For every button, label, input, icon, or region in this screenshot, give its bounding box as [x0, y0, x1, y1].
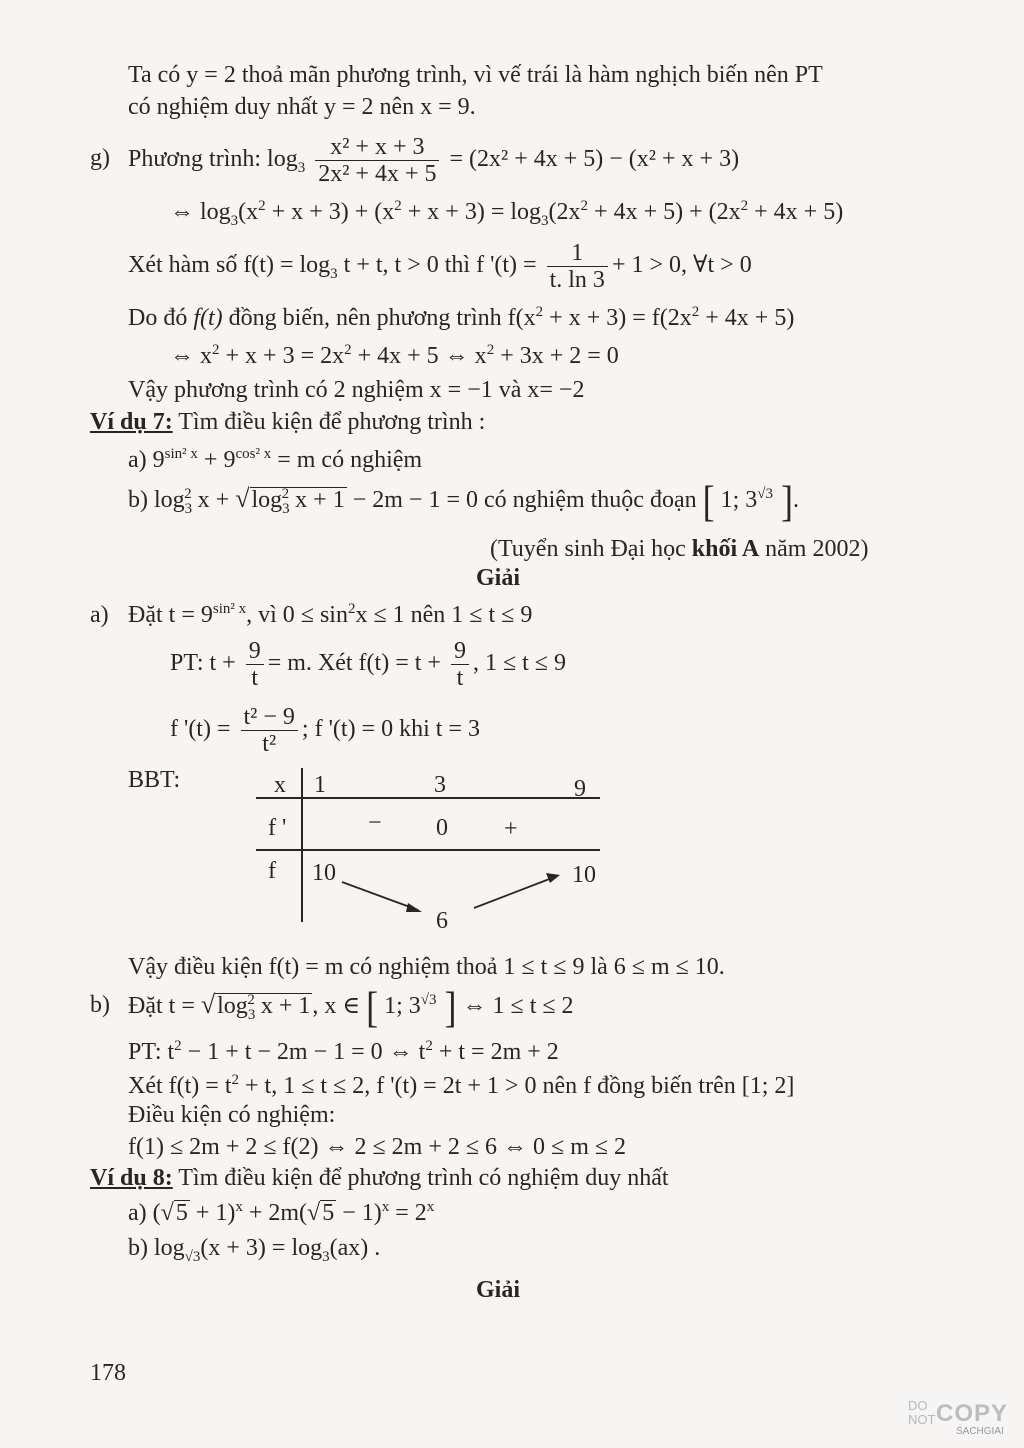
decreasing-arrow: [342, 882, 418, 910]
x-value: 1: [314, 772, 326, 798]
solution-a-line1: Đặt $t = 9^{sin^2 x}$, vì $0 \le \sin^2x \le 1$ nên 1 ≤ t ≤ 9: [128, 601, 533, 628]
do-do-line: Do đó f(t) đồng biến, nên phương trình $f(x^2 + x + 3) = f(2x^2 + 4x + 5)$: [128, 304, 795, 331]
x-value: 9: [574, 776, 586, 802]
example-8-b: b) $\log_{√3}(x + 3) = \log_3(ax)$ .: [128, 1235, 381, 1265]
paragraph-line: có nghiệm duy nhất y = 2 nên x = 9.: [128, 94, 476, 120]
solution-a-line3: f '(t) = $\frac{\text{t² − 9}}{\text{t²}}$ ; f '(t) = 0 khi t = 3: [170, 703, 480, 757]
equation-g: Phương trình: $\log_3$ $\frac{\text{x² + x + 3}}{\text{2x² + 4x + 5}}$ = (2x² + 4x + 5) − (x² + x + 3): [128, 133, 740, 187]
stamp-not: NOT: [908, 1412, 936, 1427]
equation-g-equiv: ⇔ $\log_3(x^2 + x + 3) + (x^2 + x + 3) = \log_3(2x^2 + 4x + 5) + (2x^2 + 4x + 5)$: [170, 198, 844, 229]
conclusion-a: Vậy điều kiện f(t) = m có nghiệm thoả 1 ≤ t ≤ 9 là 6 ≤ m ≤ 10.: [128, 954, 725, 980]
example-7-a: a) $9^{sin^2 x} + 9^{cos^2 x} = m$ có nghiệm: [128, 446, 423, 473]
row-f-label: f: [268, 858, 276, 884]
xet-ham-so-line: Xét hàm số $f(t) = \log_3 t + t$, t > 0 thì f '(t) = $\frac{1}{t. \ln 3}$ + 1 > 0, ∀t > 0: [128, 239, 752, 293]
f-value: 10: [572, 862, 596, 888]
item-label: g): [90, 145, 110, 171]
increasing-arrow: [474, 878, 552, 908]
example-7-b: b) $\log_3^2 x + √\log_3^2$ x + 1 − 2m − 1 = 0 có nghiệm thuộc đoạn [ 1; $3^{√3}$ ].: [128, 477, 800, 526]
increasing-arrow-head: [546, 873, 560, 883]
solution-b-line1: Đặt $t = √\log_3^2$ x + 1, x ∈ [ 1; $3^{√3}$ ] ⇔ 1 ≤ t ≤ 2: [128, 983, 574, 1032]
fprime-sign: −: [368, 810, 382, 836]
source-note: (Tuyển sinh Đại học khối A năm 2002): [490, 536, 869, 562]
f-value: 10: [312, 860, 336, 886]
solution-heading: Giải: [476, 1277, 521, 1303]
fprime-zero: 0: [436, 815, 448, 841]
x-value: 3: [434, 772, 446, 798]
solution-b-line4: Điều kiện có nghiệm:: [128, 1102, 336, 1128]
conclusion-line: Vậy phương trình có 2 nghiệm x = −1 và x= −2: [128, 377, 585, 403]
fprime-sign: +: [504, 816, 518, 842]
item-label: b): [90, 992, 110, 1018]
solution-b-line2: PT: $t^2 - 1 + t - 2m - 1 = 0$ ⇔ $t^2 + t = 2m + 2$: [128, 1038, 559, 1065]
example-7-heading: Ví dụ 7: Tìm điều kiện để phương trình :: [90, 409, 486, 435]
page-number: 178: [90, 1360, 126, 1386]
equation-quadratic: ⇔ $x^2 + x + 3 = 2x^2 + 4x + 5$ ⇔ $x^2 + 3x + 2 = 0$: [170, 342, 619, 369]
solution-b-line5: f(1) ≤ 2m + 2 ≤ f(2) ⇔ 2 ≤ 2m + 2 ≤ 6 ⇔ 0 ≤ m ≤ 2: [128, 1134, 627, 1160]
stamp-brand: SACHGIAI: [956, 1426, 1004, 1437]
f-value: 6: [436, 908, 448, 934]
example-8-heading: Ví dụ 8: Tìm điều kiện để phương trình có nghiệm duy nhất: [90, 1165, 669, 1191]
solution-heading: Giải: [476, 565, 521, 591]
row-x-label: x: [274, 772, 286, 798]
paragraph-line: Ta có y = 2 thoả mãn phương trình, vì vế trái là hàm nghịch biến nên PT: [128, 62, 823, 88]
stamp-copy: COPY: [936, 1400, 1009, 1427]
copy-stamp: [906, 1398, 1008, 1440]
stamp-do: DO: [908, 1398, 928, 1413]
solution-b-line3: Xét $f(t) = t^2 + t$, 1 ≤ t ≤ 2, f '(t) = 2t + 1 > 0 nên f đồng biến trên [1; 2]: [128, 1072, 795, 1099]
decreasing-arrow-head: [406, 903, 422, 912]
bbt-label: BBT:: [128, 767, 181, 793]
variation-table: [250, 760, 610, 935]
row-fprime-label: f ': [268, 815, 287, 841]
item-label: a): [90, 602, 109, 628]
solution-a-line2: PT: t + $\frac{9}{t}$ = m. Xét f(t) = t + $\frac{9}{t}$ , 1 ≤ t ≤ 9: [170, 637, 566, 691]
example-8-a: a) $(√5 + 1)^x + 2m(√5 - 1)^x = 2^x$: [128, 1199, 435, 1226]
